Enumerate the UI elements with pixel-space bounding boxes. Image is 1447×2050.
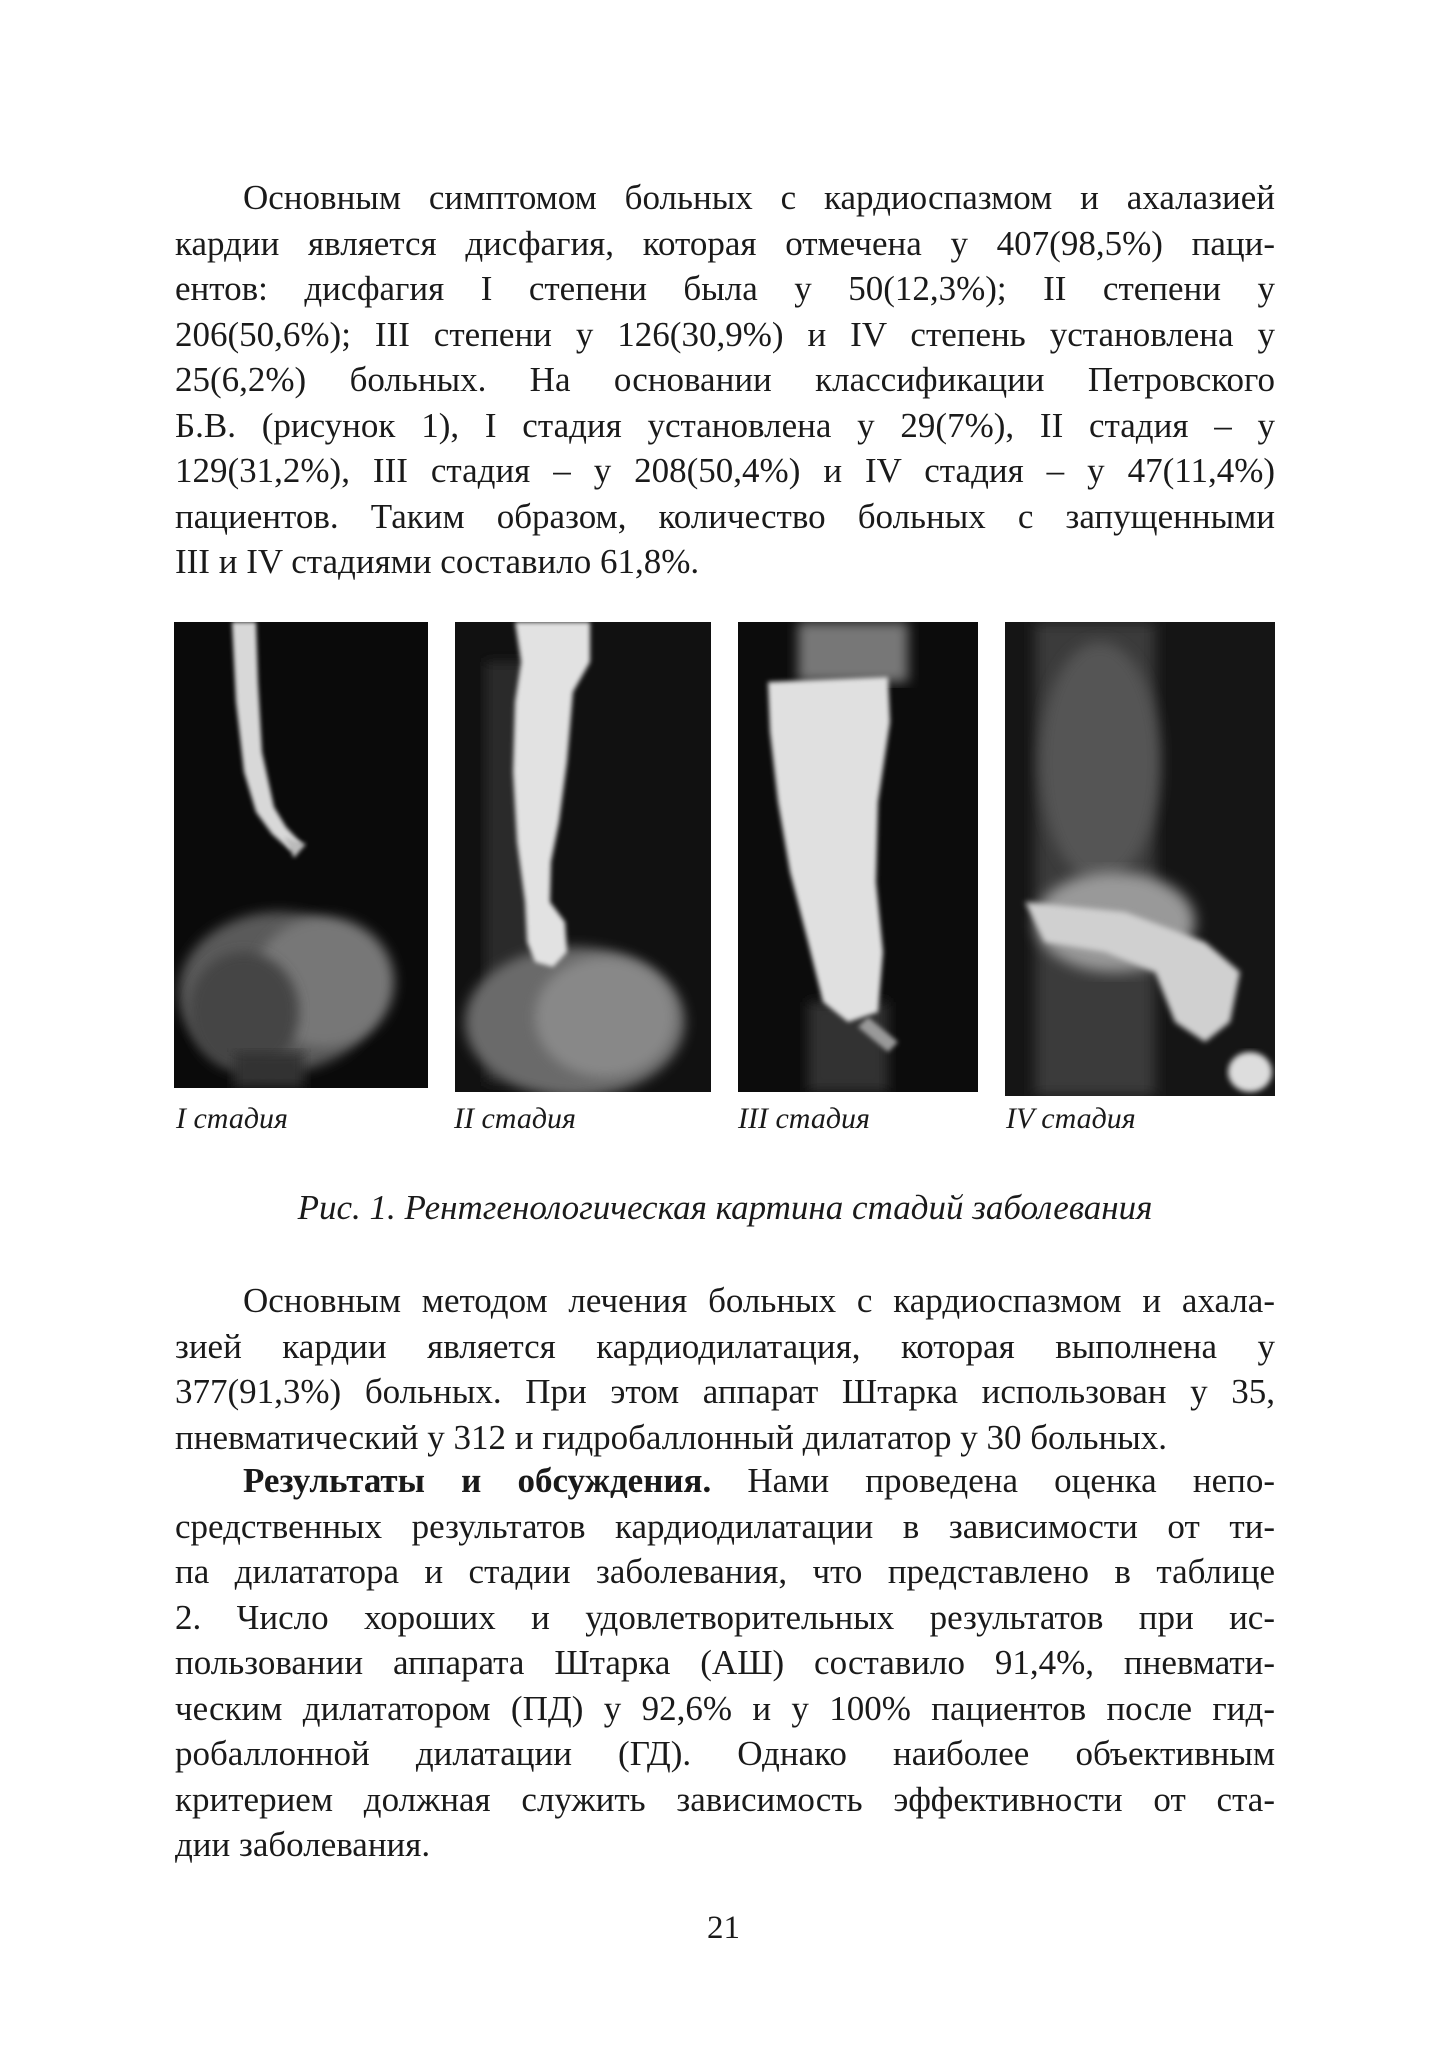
text-line: 377(91,3%) больных. При этом аппарат Штарка использован у 35, (175, 1372, 1275, 1411)
text-line: пневматический у 312 и гидробаллонный дилататор у 30 больных. (175, 1417, 1167, 1457)
text-line: кардии является дисфагия, которая отмечена у 407(98,5%) паци- (175, 223, 1275, 263)
xray-image-stage-3 (738, 622, 978, 1092)
text-line: 206(50,6%); III степени у 126(30,9%) и IV степень установлена у (175, 314, 1275, 354)
caption-stage-1: I стадия (176, 1102, 288, 1135)
xray-image-stage-1 (174, 622, 428, 1088)
text-line: ентов: дисфагия I степени была у 50(12,3%); II степени у (175, 269, 1275, 308)
text-line: дии заболевания. (175, 1825, 431, 1864)
text-line: средственных результатов кардиодилатации в зависимости от ти- (175, 1506, 1275, 1546)
figure-title: Рис. 1. Рентгенологическая картина стадий заболевания (297, 1188, 1153, 1227)
text-line: 129(31,2%), III стадия – у 208(50,4%) и IV стадия – у 47(11,4%) (175, 451, 1275, 490)
text-line: 2. Число хороших и удовлетворительных результатов при ис- (175, 1597, 1275, 1637)
paragraph-treatment (175, 1278, 1275, 1460)
page-number: 21 (707, 1910, 740, 1946)
caption-stage-4: IV стадия (1006, 1102, 1136, 1135)
text-line: критерием должная служить зависимость эффективности от ста- (175, 1779, 1275, 1819)
caption-stage-2: II стадия (454, 1102, 576, 1135)
text-line: Б.В. (рисунок 1), I стадия установлена у 29(7%), II стадия – у (175, 405, 1275, 445)
xray-image-stage-2 (455, 622, 711, 1092)
text-line: па дилататора и стадии заболевания, что представлено в таблице (175, 1552, 1275, 1591)
section-heading: Результаты и обсуждения. (243, 1461, 712, 1500)
text-line (175, 1458, 1275, 1504)
text-line: зией кардии является кардиодилатация, которая выполнена у (175, 1326, 1275, 1366)
text-line: робаллонной дилатации (ГД). Однако наиболее объективным (175, 1734, 1275, 1773)
text-line: ческим дилататором (ПД) у 92,6% и у 100% пациентов после гид- (175, 1688, 1275, 1728)
text-line: пациентов. Таким образом, количество больных с запущенными (175, 496, 1275, 536)
xray-image-stage-4 (1005, 622, 1275, 1096)
text-fragment: Нами проведена оценка непо- (711, 1461, 1275, 1500)
text-line: 25(6,2%) больных. На основании классификации Петровского (175, 360, 1275, 399)
text-line: Основным методом лечения больных с кардиоспазмом и ахала- (243, 1281, 1275, 1320)
paragraph-symptoms (175, 175, 1275, 585)
text-line: III и IV стадиями составило 61,8%. (175, 542, 700, 581)
text-line: пользовании аппарата Штарка (АШ) составило 91,4%, пневмати- (175, 1643, 1275, 1682)
caption-stage-3: III стадия (738, 1102, 870, 1135)
paragraph-results (175, 1458, 1275, 1868)
text-line: Основным симптомом больных с кардиоспазмом и ахалазией (243, 178, 1275, 217)
